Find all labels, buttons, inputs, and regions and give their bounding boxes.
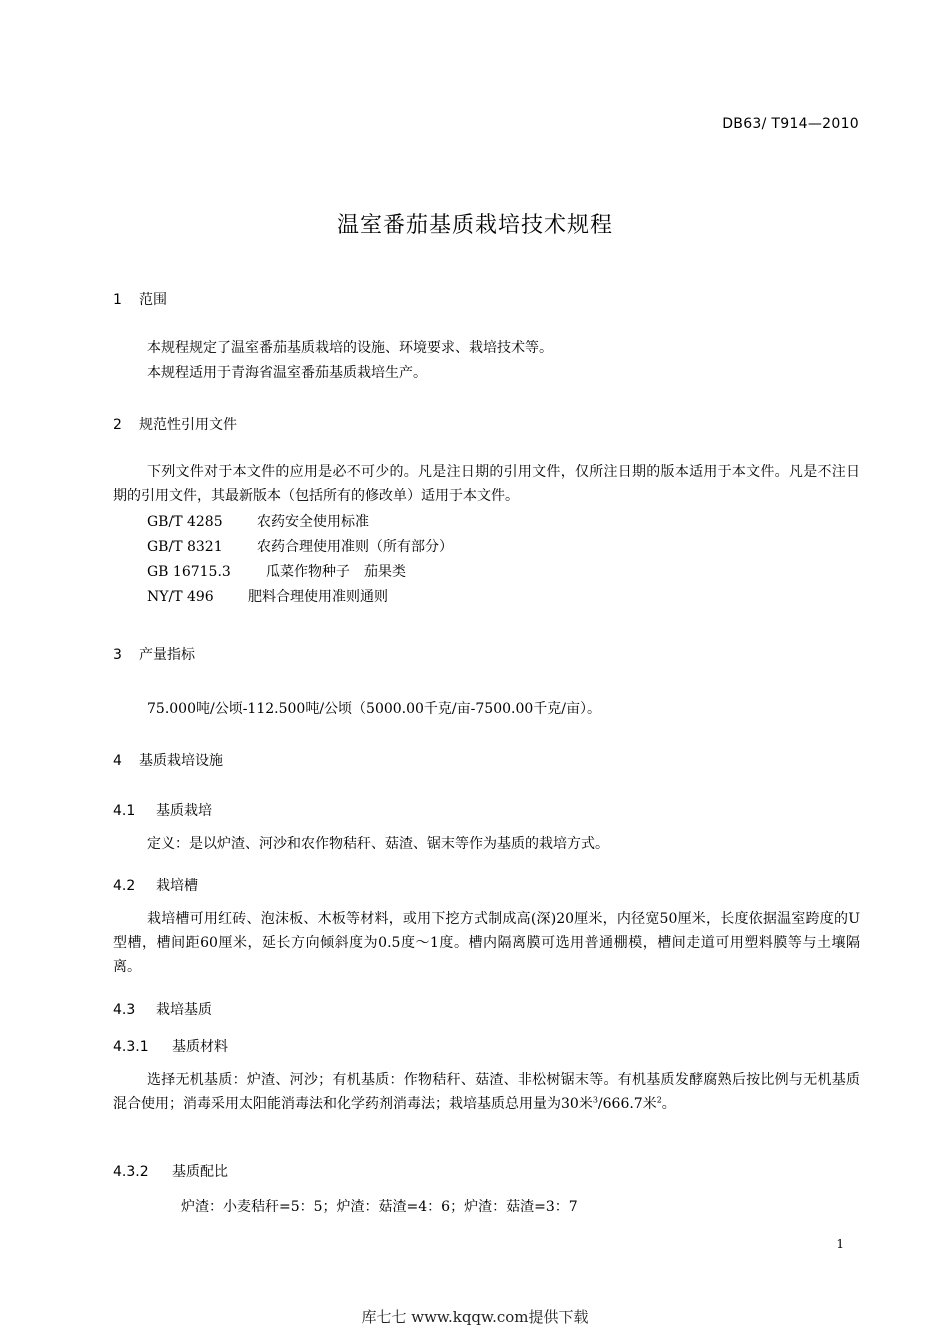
subsection-4-3-1-heading	[113, 1036, 228, 1056]
section-title: 基质栽培设施	[139, 753, 223, 769]
page-number: 1	[836, 1237, 844, 1251]
section-number: 3	[113, 647, 122, 663]
section-title: 规范性引用文件	[139, 417, 237, 433]
superscript: 2	[656, 1095, 662, 1105]
reference-name: 农药安全使用标准	[257, 514, 369, 530]
section-title: 范围	[139, 292, 167, 308]
section-number: 4	[113, 753, 122, 769]
paragraph: 下列文件对于本文件的应用是必不可少的。凡是注日期的引用文件，仅所注日期的版本适用于本文件。凡是不注日期的引用文件，其最新版本（包括所有的修改单）适用于本文件。	[113, 464, 860, 504]
paragraph-text: 。	[661, 1096, 676, 1112]
reference-name: 农药合理使用准则（所有部分）	[257, 539, 453, 555]
section-number: 4.3	[113, 1002, 136, 1018]
section-title: 栽培基质	[156, 1002, 212, 1018]
subsection-4-1-heading	[113, 800, 212, 820]
section-2-heading	[113, 414, 237, 434]
section-number: 4.3.2	[113, 1164, 149, 1180]
section-title: 基质配比	[172, 1164, 228, 1180]
reference-item	[147, 560, 406, 584]
subsection-4-3-2-heading	[113, 1161, 228, 1181]
reference-name: 肥料合理使用准则通则	[248, 589, 388, 605]
section-1-heading	[113, 289, 167, 309]
reference-code: NY/T 496	[147, 589, 214, 605]
paragraph: 75.000吨/公顷-112.500吨/公顷（5000.00千克/亩-7500.00千克/亩）。	[147, 701, 601, 717]
section-3-heading	[113, 644, 195, 664]
section-number: 4.1	[113, 803, 136, 819]
page-title: 温室番茄基质栽培技术规程	[336, 213, 613, 238]
superscript: 3	[592, 1095, 598, 1105]
paragraph	[113, 1068, 860, 1116]
paragraph: 栽培槽可用红砖、泡沫板、木板等材料，或用下挖方式制成高(深)20厘米，内径宽50厘米，长度依据温室跨度的U型槽，槽间距60厘米，延长方向倾斜度为0.5度～1度。槽内隔离膜可选用普通棚模，槽间走道可用塑料膜等与土壤隔离。	[113, 911, 860, 975]
reference-code: GB/T 8321	[147, 539, 223, 555]
reference-code: GB/T 4285	[147, 514, 223, 530]
paragraph-text: 选择无机基质：炉渣、河沙；有机基质：作物秸秆、菇渣、非松树锯末等。有机基质发酵腐熟后按比例与无机基质混合使用；消毒采用太阳能消毒法和化学药剂消毒法；栽培基质总用量为30米	[113, 1072, 860, 1112]
reference-item	[147, 535, 453, 559]
section-number: 1	[113, 292, 122, 308]
footer-watermark: 库七七 www.kqqw.com提供下载	[361, 1308, 589, 1326]
reference-item	[147, 510, 369, 534]
section-number: 2	[113, 417, 122, 433]
reference-item	[147, 585, 388, 609]
section-title: 栽培槽	[156, 878, 198, 894]
paragraph-text: /666.7米	[597, 1096, 657, 1112]
section-title: 产量指标	[139, 647, 195, 663]
subsection-4-2-heading	[113, 875, 198, 895]
reference-code: GB 16715.3	[147, 564, 231, 580]
paragraph: 本规程适用于青海省温室番茄基质栽培生产。	[147, 365, 427, 381]
section-number: 4.2	[113, 878, 136, 894]
subsection-4-3-heading	[113, 999, 212, 1019]
section-title: 基质栽培	[156, 803, 212, 819]
paragraph: 炉渣：小麦秸秆=5：5；炉渣：菇渣=4：6；炉渣：菇渣=3：7	[181, 1199, 578, 1215]
section-number: 4.3.1	[113, 1039, 149, 1055]
document-code: DB63/ T914—2010	[722, 116, 859, 132]
paragraph: 本规程规定了温室番茄基质栽培的设施、环境要求、栽培技术等。	[147, 340, 553, 356]
section-title: 基质材料	[172, 1039, 228, 1055]
paragraph: 定义：是以炉渣、河沙和农作物秸秆、菇渣、锯末等作为基质的栽培方式。	[147, 836, 609, 852]
reference-name: 瓜菜作物种子 茄果类	[266, 564, 406, 580]
section-4-heading	[113, 750, 223, 770]
